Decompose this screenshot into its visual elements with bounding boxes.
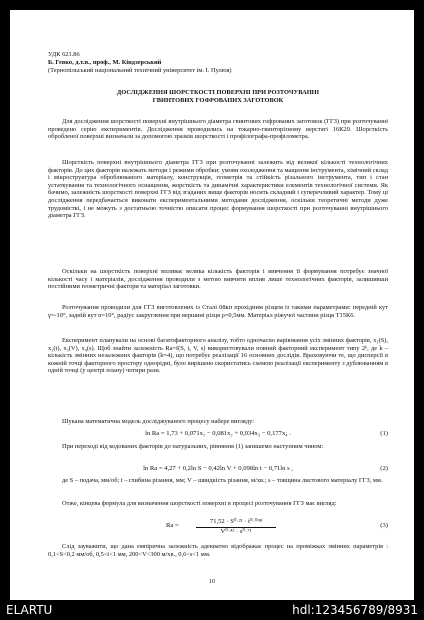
paper-page (10, 10, 414, 600)
footer-bar (0, 601, 424, 620)
affiliation: (Тернопільський національний технічний університет ім. І. Пулюя) (48, 67, 232, 74)
page-number: 10 (209, 579, 215, 585)
equation-3-denominator: V⁰·⁴² · s⁰·⁷¹ (220, 528, 252, 535)
udk-code: УДК 621.86 (48, 51, 80, 58)
paper-title-line-1: ДОСЛІДЖЕННЯ ШОРСТКОСТІ ПОВЕРХНІ ПРИ РОЗТОЧУВАННІ (116, 89, 320, 96)
equation-3-numerator: 71,52 · S⁰·²¹ · t⁰·⁰⁹⁸ (196, 518, 276, 528)
equation-2-number: (2) (380, 465, 388, 472)
equation-3-number: (3) (380, 522, 388, 529)
paragraph-5: Експеримент планували на основі багатофакторного аналізу, тобто одночасно варіювання усіх змінних факторів, x₁(S), x₂(t), x₃(V), x₄(s). Щоб знайти залежність Ra=f(S, t, V, s) використовували повний факторний експеримент типу 2ᵏ, де k – кількість змінних незалежних факторів (k=4), що потребує реалізації 16 основних дослідів. Враховуючи те, що дисперсії в кожній точці факторного простору однорідні, було вирішено скористатись схемою реалізації експерименту з дублюванням в одній точці (у центрі плану) чотири рази. (48, 337, 388, 375)
paragraph-7: При переході від кодованих факторів до натуральних, рівняння (1) запишемо наступним чином: (62, 443, 324, 450)
paragraph-3: Оскільки на шорсткість поверхні впливає велика кількість факторів і вивчення її формування потребує значної кількості часу і матеріалів, дослідження проводили з метою вивчити вплив лише технологічних факторів, залишивши постійними геометричні фактори та матеріал заготовки. (48, 268, 388, 291)
paragraph-1: Для дослідження шорсткості поверхні внутрішнього діаметра гвинтових гофрованих заготовок (ГГЗ) при розточуванні проведено серію експериментів. Дослідження проводились на токарно-гвинторізному верстаті 16К20. Шорсткість обробленої поверхні визначали за допомогою зразків шорсткості і профілографа-профілометра. (48, 118, 388, 141)
paragraph-2: Шорсткість поверхні внутрішнього діаметра ГГЗ при розточуванні залежить від великої кількості технологічних факторів. До цих факторів належать методи і режими обробки: умови охолодження та мащення інструмента, хімічний склад і мікроструктура оброблюваного матеріалу, конструкція, геометрія та стійкість різального інструмента, тип і стан устаткування та технологічного оснащення, жорсткість та динамічні характеристики елементів технологічної системи. Як бачимо, залежність шорсткості поверхні ГГЗ від згаданих вище факторів носить складний і суперечливий характер. Тому ці дослідження передбачається виконати експериментальними методами дослідження, оскільки теоретичні методи дуже трудомісткі, і не можуть з достатньою точністю описати процес формування шорсткості при розточуванні внутрішнього діаметра ГГЗ. (48, 159, 388, 220)
paragraph-10: Слід зауважити, що дана емпірична залежність адекватно відображає процес на проміжках змінних параметрів : 0,1<S<0,2 мм/об, 0,5<t<1 мм, 200<V<300 м/хв., 0,6<s<1 мм. (48, 543, 388, 558)
equation-1-body: ln Ra = 1,73 + 0,071x₁ − 0,081x₂ + 0,034x₃ − 0,177x₄ . (145, 430, 291, 437)
equation-3-fraction (196, 518, 276, 536)
paragraph-4: Розточування проводили для ГГЗ виготовлених із Сталі 08кп прохідним різцем із такими параметрами: передній кут γ=-10°, задній кут α=10°, радіус закруглення при вершині різця ρ=0,5мм. Матеріал ріжучої частини різця Т15К6. (48, 304, 388, 319)
authors: Б. Гевко, д.т.н., проф., М. Кіндзерський (48, 59, 162, 66)
paragraph-8: де S – подача, мм/об; t – глибина різання, мм; V – швидкість різання, м/хв.; s – товщина листового матеріалу ГГЗ, мм. (62, 477, 383, 484)
paper-title-line-2: ГВИНТОВИХ ГОФРОВАНИХ ЗАГОТОВОК (152, 97, 284, 104)
footer-repository-name: ELARTU (6, 603, 53, 617)
equation-3 (48, 518, 388, 538)
footer-handle-link[interactable]: hdl:123456789/8931 (292, 603, 418, 617)
equation-2-body: ln Ra = 4,27 + 0,2ln S − 0,42ln V + 0,098ln t − 0,71ln s , (143, 465, 293, 472)
equation-1-number: (1) (380, 430, 388, 437)
equation-3-lhs: Ra = (166, 522, 179, 529)
paragraph-9: Отже, кінцева формула для визначення шорсткості поверхні в процесі розточування ГГЗ має вигляд: (62, 500, 337, 507)
paragraph-6: Шукана математична модель досліджуваного процесу набере вигляду: (62, 418, 255, 425)
